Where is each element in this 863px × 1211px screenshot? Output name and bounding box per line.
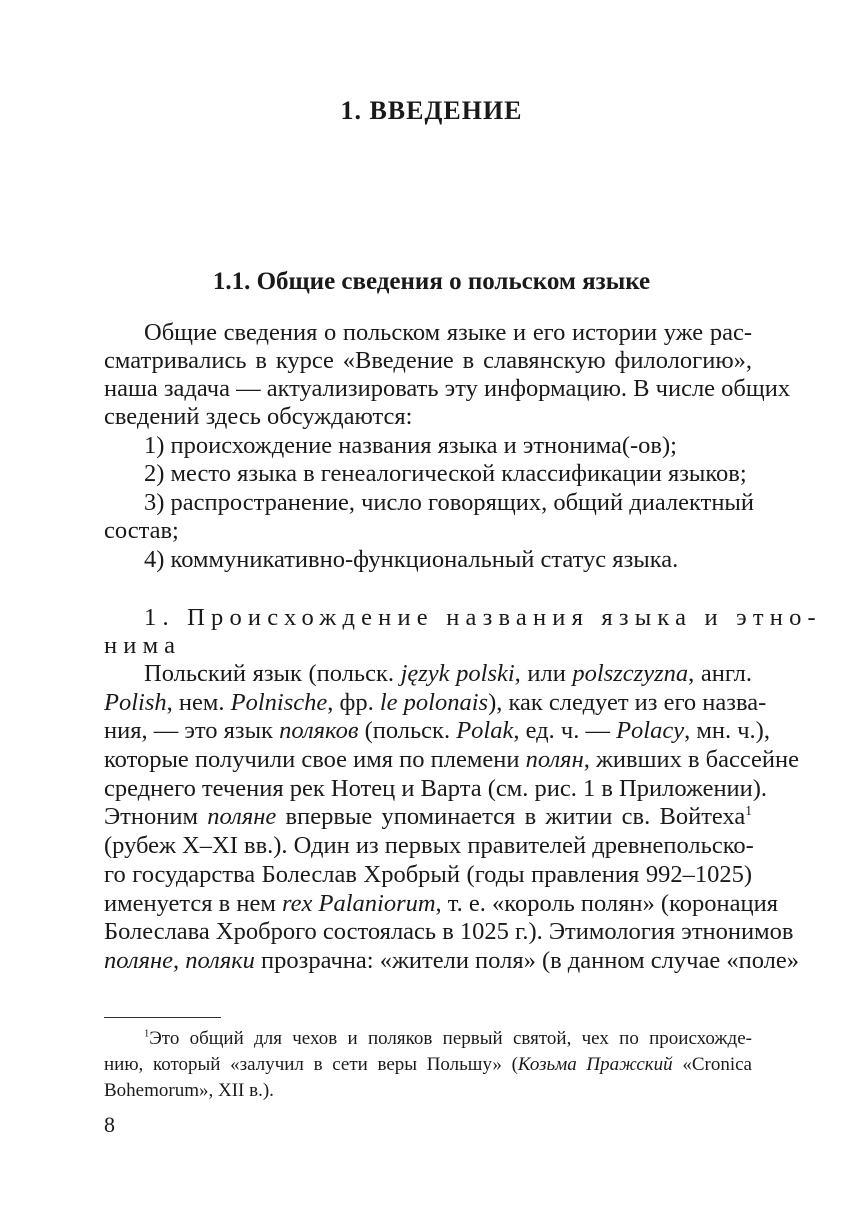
- list-item: состав;: [104, 517, 179, 544]
- footnote-line: нию, который «залучил в сети веры Польшу» (Козьма Пражский «Cronica: [104, 1054, 752, 1075]
- body-line: (рубеж X–XI вв.). Один из первых правителей древнепольско-: [104, 832, 754, 859]
- body-line: среднего течения рек Нотец и Варта (см. рис. 1 в Приложении).: [104, 775, 768, 802]
- body-line: которые получили свое имя по племени полян, живших в бассейне: [104, 746, 799, 773]
- footnote-marker: 1: [144, 1028, 150, 1040]
- intro-line: наша задача — актуализировать эту информацию. В числе общих: [104, 375, 791, 402]
- section-title: 1.1. Общие сведения о польском языке: [212, 268, 651, 295]
- list-item: 2) место языка в генеалогической классификации языков;: [144, 460, 747, 487]
- footnote-marker[interactable]: 1: [745, 802, 753, 818]
- list-item: 4) коммуникативно-функциональный статус языка.: [144, 546, 679, 573]
- body-line: именуется в нем rex Palaniorum, т. е. «король полян» (коронация: [104, 890, 778, 917]
- subheading: 1. Происхождение названия языка и этно-: [144, 604, 822, 631]
- subheading: нима: [104, 632, 182, 659]
- body-line: Этноним поляне впервые упоминается в житии св. Войтеха$^1$: [104, 802, 753, 830]
- intro-line: сведений здесь обсуждаются:: [104, 403, 413, 430]
- list-item: 3) распространение, число говорящих, общий диалектный: [144, 489, 754, 516]
- footnote-line: $^1$Это общий для чехов и поляков первый святой, чех по происхожде-: [144, 1028, 752, 1049]
- footnote-line: Bohemorum», XII в.).: [104, 1080, 274, 1101]
- footnote-divider: [104, 1017, 221, 1018]
- intro-line: сматривались в курсе «Введение в славянскую филологию»,: [104, 347, 752, 374]
- intro-line: Общие сведения о польском языке и его истории уже рас-: [144, 319, 752, 346]
- body-line: Болеслава Хроброго состоялась в 1025 г.). Этимология этнонимов: [104, 918, 794, 945]
- chapter-title: 1. ВВЕДЕНИЕ: [340, 96, 523, 125]
- body-line: поляне, поляки прозрачна: «жители поля» (в данном случае «поле»: [104, 947, 799, 974]
- page-number: 8: [104, 1112, 115, 1137]
- body-line: Polish, нем. Polnische, фр. le polonais), как следует из его назва-: [104, 689, 767, 716]
- body-line: Польский язык (польск. język polski, или polszczyzna, англ.: [144, 660, 752, 687]
- body-line: го государства Болеслав Хробрый (годы правления 992–1025): [104, 861, 752, 888]
- list-item: 1) происхождение названия языка и этнонима(-ов);: [144, 432, 677, 459]
- body-line: ния, — это язык поляков (польск. Polak, ед. ч. — Polacy, мн. ч.),: [104, 717, 770, 744]
